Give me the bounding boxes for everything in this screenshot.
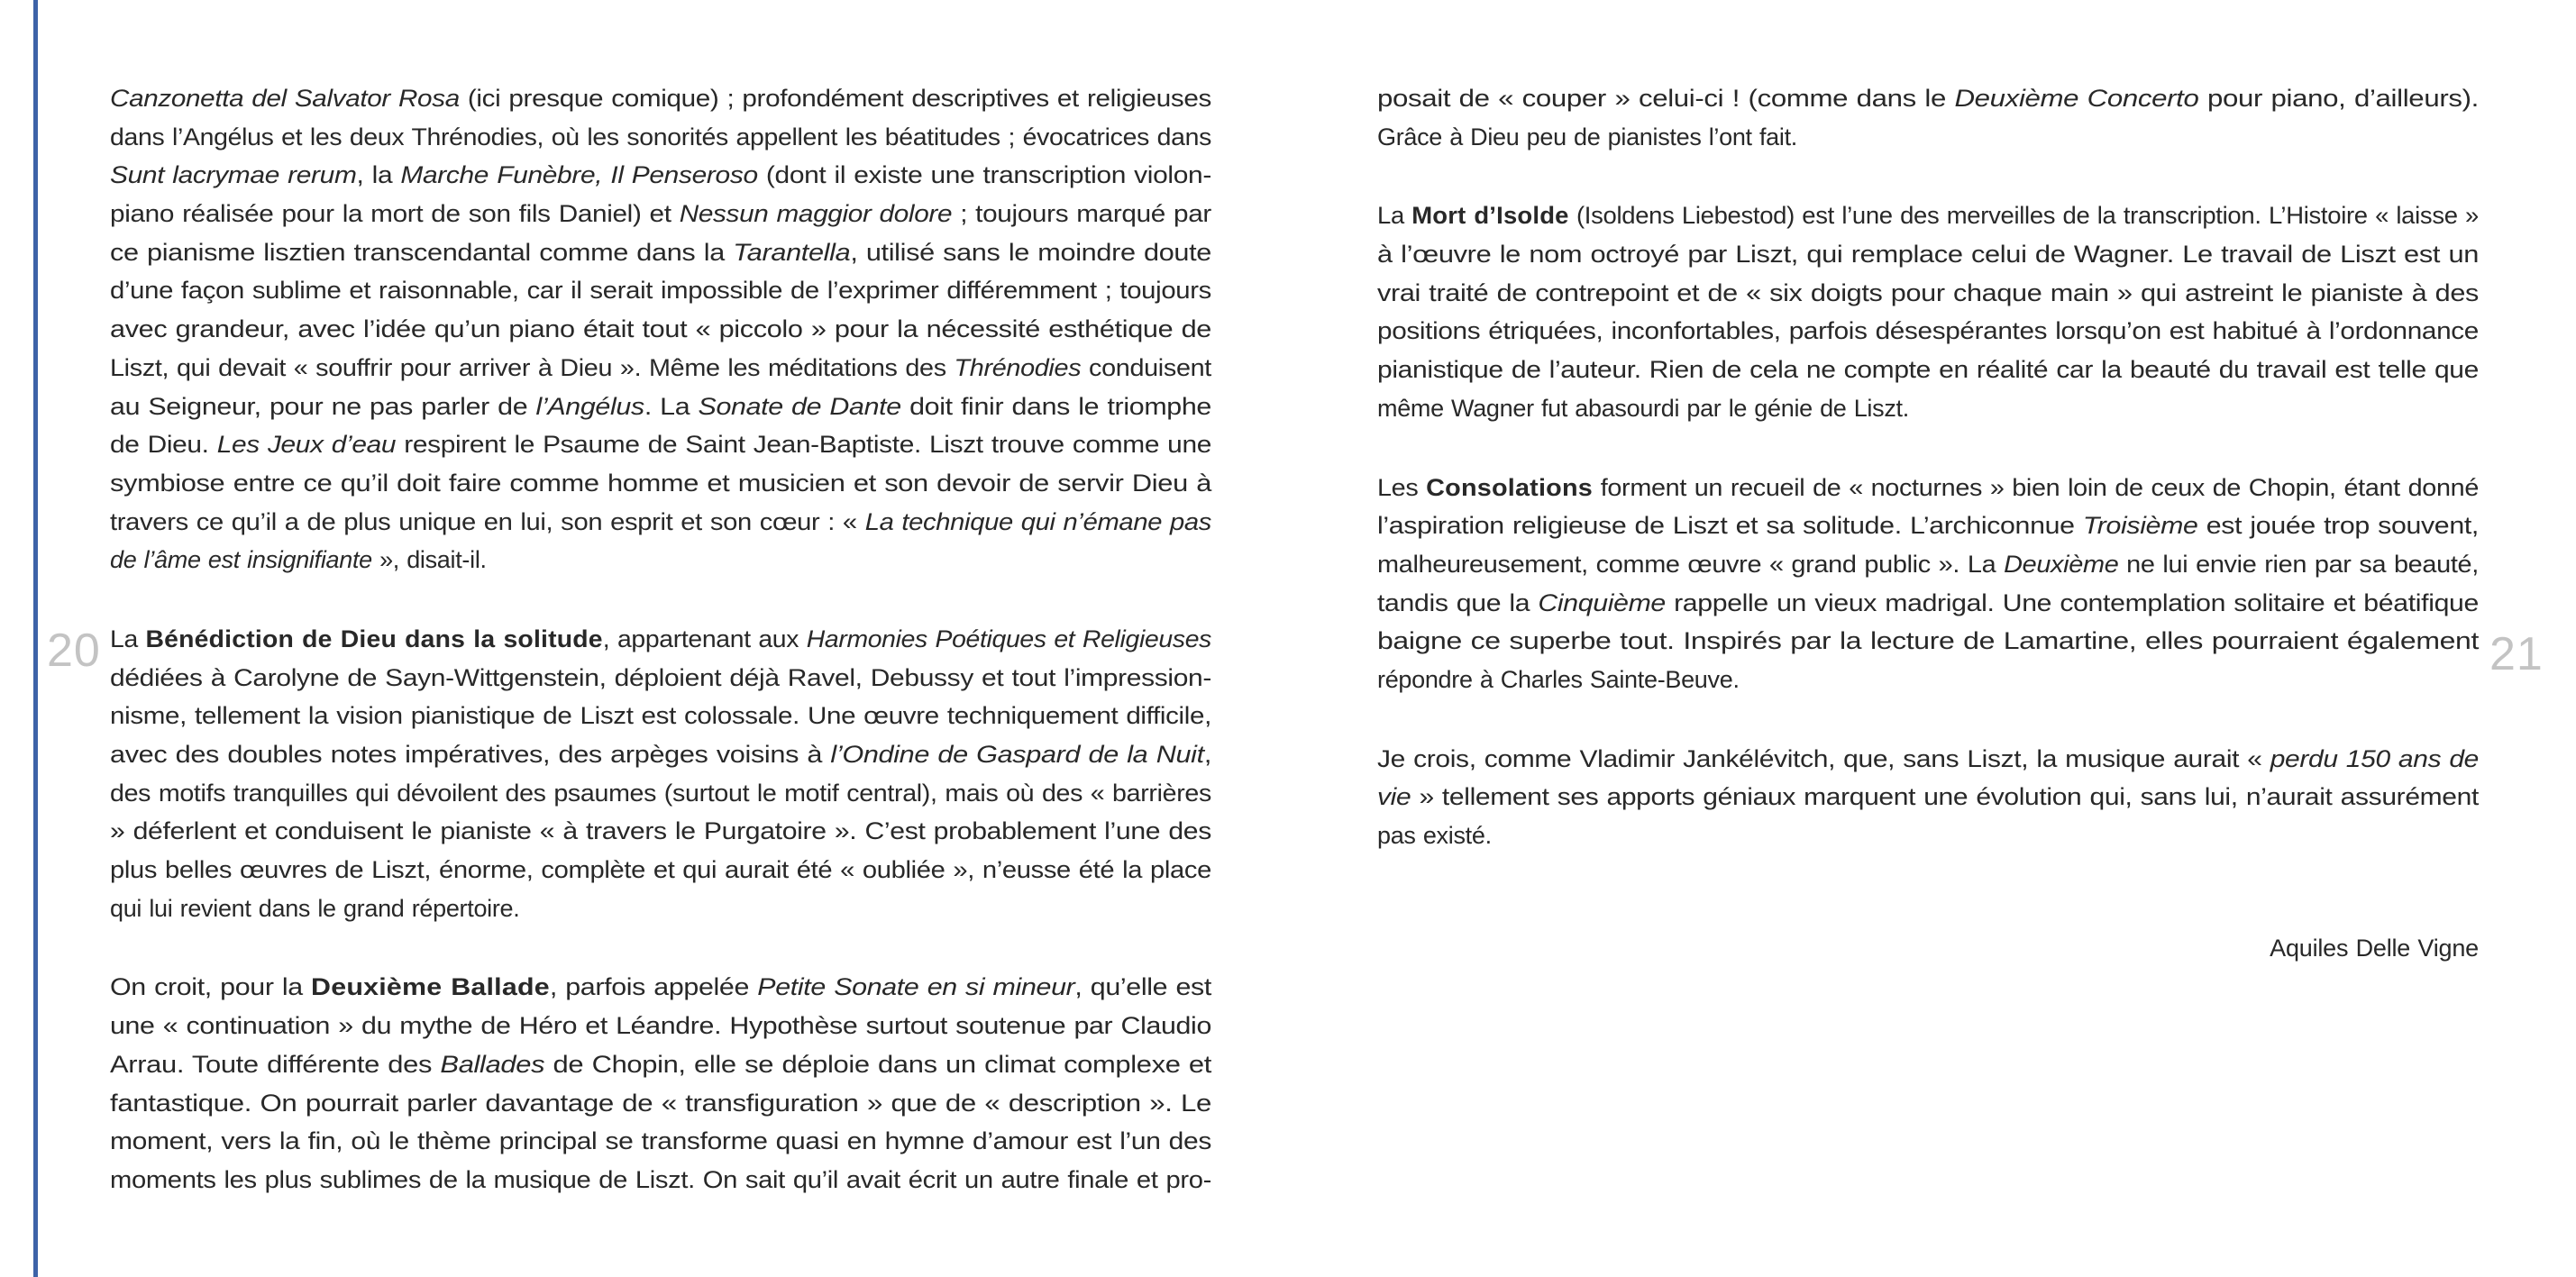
text-line (110, 233, 1211, 272)
page-number-left: 20 (47, 625, 101, 677)
body-text: , qu’elle est (1074, 973, 1211, 1001)
body-text: , appartenant aux (602, 625, 807, 652)
text-line (110, 503, 1211, 542)
body-text: pas existé. (1377, 822, 1492, 849)
body-text: malheureusement, comme œuvre « grand public ». La (1377, 550, 2005, 578)
text-line (110, 812, 1211, 851)
paragraph (110, 620, 1211, 928)
text-line (110, 1161, 1211, 1199)
author-signature: Aquiles Delle Vigne (2270, 934, 2479, 962)
text-line (110, 851, 1211, 889)
body-text: (ici presque comique) ; profondément descriptives et religieuses (459, 85, 1211, 112)
text-line (1377, 816, 2479, 855)
work-title-italic: Deuxième Concerto (1954, 85, 2199, 112)
text-line (1377, 274, 2479, 313)
work-title-italic: La technique qui n’émane pas (864, 507, 1211, 535)
paragraph (1377, 196, 2479, 427)
body-text: » déferlent et conduisent le pianiste « à travers le Purgatoire ». C’est probablement l’une des (110, 817, 1211, 845)
body-text: même Wagner fut abasourdi par le génie de Liszt. (1377, 394, 1909, 422)
body-text: symbiose entre ce qu’il doit faire comme homme et musicien et son devoir de servir Dieu à (110, 469, 1211, 497)
body-text: ; toujours marqué par (952, 200, 1212, 228)
text-line (1377, 469, 2479, 507)
text-line (1377, 545, 2479, 584)
work-title-bold: Deuxième Ballade (311, 973, 550, 1001)
paragraph (110, 79, 1211, 579)
text-line (1377, 235, 2479, 274)
body-text: , la (356, 161, 401, 189)
text-line (1377, 312, 2479, 351)
body-text: rappelle un vieux madrigal. Une contemplation solitaire et béatifique (1665, 588, 2479, 616)
work-title-italic: Troisième (2082, 512, 2198, 540)
text-line (110, 118, 1211, 157)
body-text: tandis que la (1377, 588, 1539, 616)
work-title-italic: Harmonies Poétiques et Religieuses (806, 625, 1211, 652)
work-title-italic: Les Jeux d’eau (216, 431, 397, 459)
body-text: des motifs tranquilles qui dévoilent des psaumes (surtout le motif central), mais où des « barrières (110, 779, 1211, 807)
body-text: ne lui envie rien par sa beauté, (2118, 550, 2479, 578)
text-line (110, 1084, 1211, 1123)
paragraph (1377, 469, 2479, 699)
work-title-italic: Nessun maggior dolore (679, 200, 953, 228)
text-line (110, 271, 1211, 310)
body-text: Je crois, comme Vladimir Jankélévitch, que, sans Liszt, la musique aurait « (1377, 744, 2270, 772)
text-line (1377, 118, 2479, 157)
body-text: nisme, tellement la vision pianistique de Liszt est colossale. Une œuvre techniquement difficile, (110, 702, 1211, 730)
page-number-right: 21 (2489, 628, 2544, 680)
text-line (110, 1122, 1211, 1161)
body-text: fantastique. On pourrait parler davantage de « transfiguration » que de « description ». Le (110, 1089, 1211, 1117)
work-title-italic: Ballades (440, 1050, 545, 1078)
text-line (110, 774, 1211, 813)
text-line (110, 659, 1211, 698)
body-text: moment, vers la fin, où le thème principal se transforme quasi en hymne d’amour est l’un des (110, 1127, 1211, 1155)
text-line (1377, 196, 2479, 235)
body-text: doit finir dans le triomphe (900, 392, 1211, 420)
text-line (1377, 778, 2479, 816)
paragraph (1377, 740, 2479, 855)
paragraph (110, 968, 1211, 1199)
body-text: de Chopin, elle se déploie dans un climat complexe et (544, 1050, 1212, 1078)
body-text: La (1377, 202, 1412, 230)
right-page-text (1377, 79, 2479, 962)
text-line (110, 79, 1211, 118)
work-title-italic: vie (1377, 783, 1411, 811)
text-line (1377, 389, 2479, 428)
work-title-italic: Petite Sonate en si mineur (757, 973, 1075, 1001)
body-text: à l’œuvre le nom octroyé par Liszt, qui remplace celui de Wagner. Le travail de Liszt est un (1377, 241, 2479, 269)
text-line (1377, 351, 2479, 389)
body-text: dans l’Angélus et les deux Thrénodies, où les sonorités appellent les béatitudes ; évocatrices dans (110, 123, 1211, 151)
body-text: dédiées à Carolyne de Sayn-Wittgenstein, déploient déjà Ravel, Debussy et tout l’impression- (110, 663, 1211, 691)
work-title-italic: perdu 150 ans de (2270, 744, 2479, 772)
paragraph (1377, 79, 2479, 156)
left-page-text (110, 79, 1211, 1240)
text-line (110, 464, 1211, 503)
body-text: de Dieu. (110, 431, 217, 459)
body-text: piano réalisée pour la mort de son fils Daniel) et (110, 200, 680, 228)
body-text: moments les plus sublimes de la musique de Liszt. On sait qu’il avait écrit un autre finale et pro- (110, 1165, 1211, 1193)
text-line (1377, 506, 2479, 545)
body-text: baigne ce superbe tout. Inspirés par la lecture de Lamartine, elles pourraient également (1377, 627, 2479, 655)
body-text: une « continuation » du mythe de Héro et Léandre. Hypothèse surtout soutenue par Claudio (110, 1012, 1211, 1040)
text-line (1377, 661, 2479, 699)
text-line (110, 310, 1211, 349)
body-text: pianistique de l’auteur. Rien de cela ne compte en réalité car la beauté du travail est telle que (1377, 356, 2479, 384)
text-line (1377, 584, 2479, 623)
body-text: travers ce qu’il a de plus unique en lui, son esprit et son cœur : « (110, 507, 865, 535)
work-title-italic: Thrénodies (954, 353, 1082, 381)
body-text: respirent le Psaume de Saint Jean-Baptiste. Liszt trouve comme une (396, 431, 1212, 459)
body-text: positions étriquées, inconfortables, parfois désespérantes lorsqu’on est habitué à l’ordonnance (1377, 317, 2479, 345)
text-line (110, 735, 1211, 774)
text-line (110, 1045, 1211, 1084)
body-text: » tellement ses apports géniaux marquent une évolution qui, sans lui, n’aurait assurément (1411, 783, 2479, 811)
body-text: vrai traité de contrepoint et de « six doigts pour chaque main » qui astreint le pianiste à des (1377, 278, 2479, 306)
work-title-bold: Bénédiction de Dieu dans la solitude (145, 625, 603, 652)
body-text: (dont il existe une transcription violon- (757, 161, 1211, 189)
body-text: conduisent (1081, 353, 1211, 381)
text-line (110, 195, 1211, 233)
text-line (1377, 622, 2479, 661)
body-text: est jouée trop souvent, (2197, 512, 2479, 540)
work-title-italic: Cinquième (1538, 588, 1666, 616)
work-title-italic: Sunt lacrymae rerum (110, 161, 357, 189)
text-line (110, 349, 1211, 388)
text-line (110, 889, 1211, 928)
work-title-italic: l’Ondine de Gaspard de la Nuit (830, 741, 1204, 768)
work-title-italic: Canzonetta del Salvator Rosa (110, 85, 460, 112)
body-text: La (110, 625, 146, 652)
body-text: ce pianisme lisztien transcendantal comme dans la (110, 238, 734, 266)
body-text: répondre à Charles Sainte-Beuve. (1377, 665, 1740, 693)
body-text: Liszt, qui devait « souffrir pour arriver à Dieu ». Même les méditations des (110, 353, 955, 381)
body-text: forment un recueil de « nocturnes » bien loin de ceux de Chopin, étant donné (1592, 473, 2479, 501)
body-text: Arrau. Toute différente des (110, 1050, 441, 1078)
body-text: », disait-il. (371, 546, 487, 574)
body-text: l’aspiration religieuse de Liszt et sa solitude. L’archiconnue (1377, 512, 2083, 540)
body-text: (Isoldens Liebestod) est l’une des merveilles de la transcription. L’Histoire « laisse » (1568, 202, 2479, 230)
work-title-italic: Marche Funèbre, Il Penseroso (400, 161, 758, 189)
text-line (110, 388, 1211, 426)
body-text: plus belles œuvres de Liszt, énorme, complète et qui aurait été « oubliée », n’eusse été la place (110, 856, 1211, 884)
work-title-italic: l’Angélus (535, 392, 644, 420)
text-line (110, 1007, 1211, 1045)
text-line (110, 541, 1211, 579)
text-line (110, 425, 1211, 464)
text-line (110, 156, 1211, 195)
body-text: On croit, pour la (110, 973, 312, 1001)
body-text: d’une façon sublime et raisonnable, car il serait impossible de l’exprimer différemment ; toujours (110, 277, 1211, 305)
text-line (110, 620, 1211, 659)
work-title-italic: Tarantella (733, 238, 851, 266)
work-title-italic: Sonate de Dante (698, 392, 901, 420)
body-text: , parfois appelée (549, 973, 758, 1001)
work-title-bold: Mort d’Isolde (1411, 202, 1569, 230)
left-margin-accent-rule (33, 0, 38, 1277)
work-title-italic: Deuxième (2004, 550, 2119, 578)
body-text: qui lui revient dans le grand répertoire. (110, 894, 520, 922)
body-text: avec grandeur, avec l’idée qu’un piano était tout « piccolo » pour la nécessité esthétique de (110, 315, 1211, 343)
body-text: . La (644, 392, 699, 420)
body-text: pour piano, d’ailleurs). (2198, 85, 2479, 112)
text-line (110, 968, 1211, 1007)
body-text: posait de « couper » celui-ci ! (comme dans le (1377, 85, 1955, 112)
body-text: au Seigneur, pour ne pas parler de (110, 392, 536, 420)
body-text: Les (1377, 473, 1427, 501)
body-text: , utilisé sans le moindre doute (850, 238, 1211, 266)
text-line (110, 697, 1211, 735)
work-title-bold: Consolations (1426, 473, 1593, 501)
text-line (1377, 740, 2479, 779)
body-text: , (1203, 741, 1211, 768)
text-line (1377, 79, 2479, 118)
work-title-italic: de l’âme est insignifiante (110, 546, 372, 574)
body-text: avec des doubles notes impératives, des arpèges voisins à (110, 741, 831, 768)
body-text: Grâce à Dieu peu de pianistes l’ont fait. (1377, 123, 1797, 151)
